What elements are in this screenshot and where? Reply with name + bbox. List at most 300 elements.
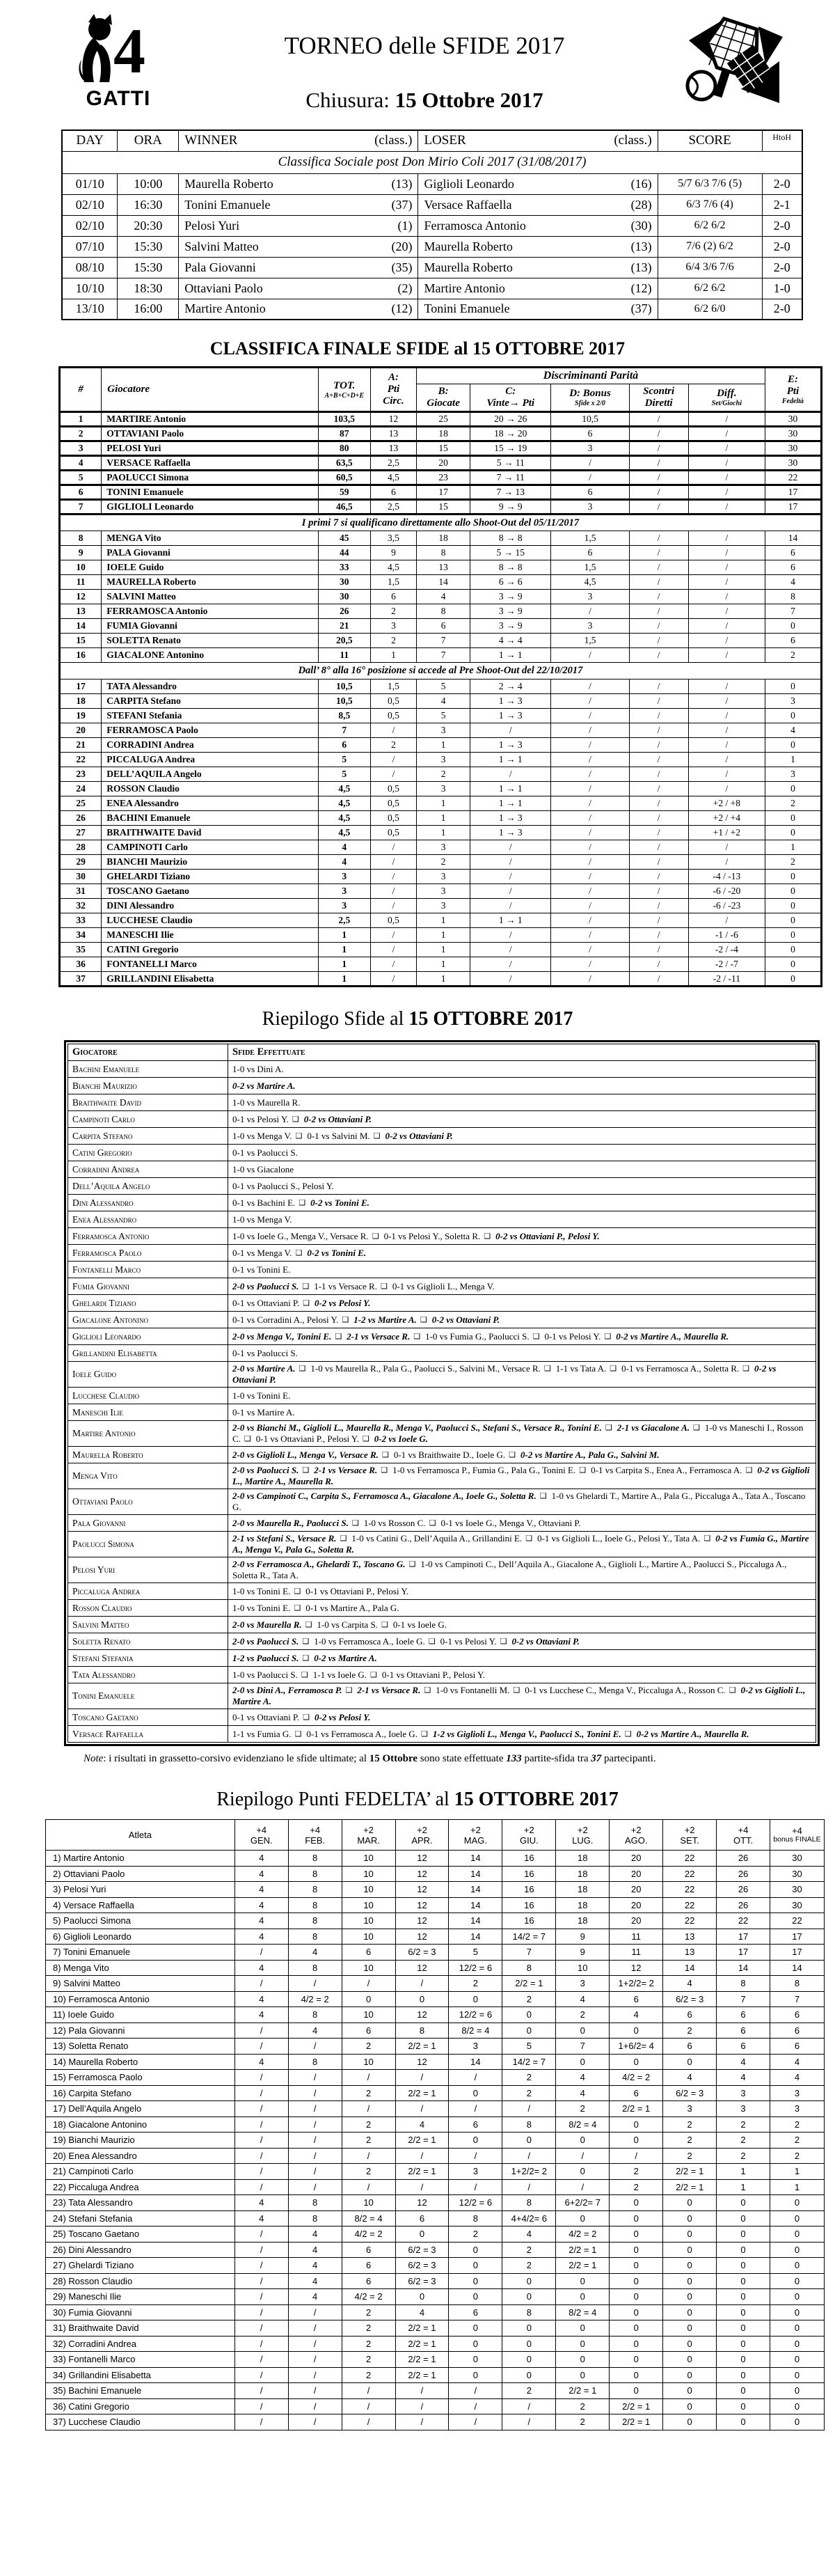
cell-d: 6 <box>551 485 629 500</box>
cell-month-points: 2 <box>663 2133 717 2149</box>
segment-separator-icon: ❑ <box>342 1315 349 1324</box>
cell-diff: / <box>688 648 765 663</box>
segment-separator-icon: ❑ <box>380 1282 388 1291</box>
table-row <box>68 1709 816 1726</box>
cell-scontri: / <box>629 782 688 796</box>
column-header-month <box>717 1820 770 1851</box>
cell-month-points: 6/2 = 3 <box>395 2242 449 2258</box>
segment-separator-icon: ❑ <box>244 1435 251 1443</box>
winner-class: (20) <box>391 239 413 253</box>
footnote-segment: 37 <box>591 1753 602 1764</box>
cell-diff: / <box>688 546 765 560</box>
cell-month-points: 2 <box>770 2133 825 2149</box>
cell-player-name: TONINI Emanuele <box>102 485 319 500</box>
cell-month-points: / <box>395 2070 449 2086</box>
cell-month-points: 12/2 = 6 <box>449 2195 502 2211</box>
cell-b: 3 <box>417 723 470 738</box>
winner-name-class <box>184 177 412 191</box>
cell-diff: / <box>688 840 765 855</box>
winner-name-class <box>184 260 412 275</box>
cell-month-points: 13 <box>663 1929 717 1945</box>
cell-month-points: 0 <box>610 2242 663 2258</box>
cell-athlete-name: 22) Piccaluga Andrea <box>46 2179 235 2195</box>
cell-matches-list <box>228 1228 816 1245</box>
month-name: GEN. <box>250 1835 273 1846</box>
cell-player-name: DINI Alessandro <box>102 899 319 913</box>
cell-month-points: 4 <box>288 2273 342 2289</box>
cell-month-points: 0 <box>717 2398 770 2414</box>
cell-e: 0 <box>765 709 821 723</box>
cell-month-points: 11 <box>610 1945 663 1961</box>
cell-e: 0 <box>765 943 821 957</box>
column-header-giocatore: Giocatore <box>68 1044 228 1061</box>
cell-d: 1,5 <box>551 634 629 648</box>
cell-tot: 30 <box>318 590 370 604</box>
match-result-segment: 0-1 vs Carpita S., Enea A., Ferramosca A. <box>591 1465 742 1475</box>
cell-month-points: 4 <box>770 2054 825 2070</box>
cell-month-points: 0 <box>556 2289 610 2305</box>
cell-month-points: / <box>288 2148 342 2164</box>
cell-rank: 19 <box>60 709 102 723</box>
cell-month-points: 12 <box>395 2054 449 2070</box>
month-name: APR. <box>411 1835 433 1846</box>
cell-d: / <box>551 782 629 796</box>
cell-month-points: 2 <box>342 2336 395 2352</box>
cell-month-points: / <box>449 2383 502 2399</box>
table-row <box>46 2164 825 2180</box>
cell-month-points: 2 <box>449 1976 502 1992</box>
cell-a: 1 <box>370 648 416 663</box>
cell-month-points: 4 <box>395 2116 449 2133</box>
cell-month-points: 14 <box>449 1929 502 1945</box>
fedelta-table <box>45 1819 825 2430</box>
table-row <box>60 619 822 634</box>
cell-c: / <box>470 943 551 957</box>
cell-athlete-name: 4) Versace Raffaella <box>46 1897 235 1913</box>
match-row <box>62 278 802 299</box>
match-row <box>62 257 802 278</box>
cell-month-points: 0 <box>449 1991 502 2007</box>
loser-class: (12) <box>630 281 652 295</box>
cell-d: / <box>551 796 629 811</box>
match-result-segment: 0-1 vs Martire A., Pala G. <box>305 1602 399 1613</box>
cell-month-points: / <box>342 2414 395 2430</box>
cell-c: 15 → 19 <box>470 441 551 456</box>
cell-month-points: 0 <box>556 2054 610 2070</box>
cell-month-points: 0 <box>610 2383 663 2399</box>
segment-separator-icon: ❑ <box>381 1450 389 1459</box>
cell-tot: 3 <box>318 884 370 899</box>
cell-b: 5 <box>417 680 470 694</box>
table-row <box>60 471 822 485</box>
cell-month-points: / <box>395 2383 449 2399</box>
table-row <box>60 811 822 826</box>
cell-month-points: 0 <box>770 2383 825 2399</box>
matches-header-row <box>62 130 802 151</box>
cell-month-points: 0 <box>610 2258 663 2274</box>
cell-month-points: 14 <box>449 1882 502 1898</box>
cell-month-points: / <box>288 2336 342 2352</box>
cell-b: 8 <box>417 604 470 619</box>
cell-tot: 45 <box>318 531 370 546</box>
match-result-segment: 0-2 vs Martire A., Pala G., Salvini M. <box>520 1449 660 1460</box>
cell-month-points: 2/2 = 1 <box>395 2164 449 2180</box>
cell-player-name: Paolucci Simona <box>68 1532 228 1557</box>
cell-month-points: 0 <box>663 2398 717 2414</box>
cell-month-points: 0 <box>610 2195 663 2211</box>
cell-diff: / <box>688 456 765 471</box>
cell-scontri: / <box>629 634 688 648</box>
column-header-e <box>765 368 821 412</box>
cell-a: / <box>370 943 416 957</box>
table-row <box>46 2195 825 2211</box>
cell-month-points: 30 <box>770 1882 825 1898</box>
match-result-segment: 1-1 vs Fumia G. <box>232 1728 292 1739</box>
cell-month-points: 0 <box>502 2336 556 2352</box>
cell-score: 5/7 6/3 7/6 (5) <box>658 173 762 194</box>
cell-month-points: / <box>234 2023 288 2039</box>
cell-month-points: 4 <box>395 2304 449 2320</box>
loser-name: Maurella Roberto <box>424 239 513 253</box>
column-header-tot <box>318 368 370 412</box>
cell-rank: 28 <box>60 840 102 855</box>
cell-a: / <box>370 840 416 855</box>
cell-day: 13/10 <box>62 299 118 320</box>
cell-d: / <box>551 943 629 957</box>
segment-separator-icon: ❑ <box>420 1315 427 1324</box>
cell-b: 3 <box>417 870 470 884</box>
winner-name-class <box>184 301 412 316</box>
cell-athlete-name: 19) Bianchi Maurizio <box>46 2133 235 2149</box>
cell-matches-list <box>228 1421 816 1447</box>
cell-b: 18 <box>417 427 470 441</box>
cell-a: 0,5 <box>370 826 416 840</box>
cell-scontri: / <box>629 441 688 456</box>
cell-month-points: 0 <box>449 2242 502 2258</box>
match-result-segment: 0-2 vs Ottaviani P., Pelosi Y. <box>495 1230 600 1241</box>
column-header-loser <box>418 130 658 151</box>
cell-a: / <box>370 753 416 767</box>
cell-rank: 36 <box>60 957 102 972</box>
cell-b: 2 <box>417 855 470 870</box>
cell-month-points: 1+6/2= 4 <box>610 2039 663 2055</box>
cell-player-name: LUCCHESE Claudio <box>102 913 319 928</box>
cell-diff: / <box>688 738 765 753</box>
cell-tot: 21 <box>318 619 370 634</box>
cell-matches-list <box>228 1312 816 1328</box>
match-result-segment: 0-1 vs Ottaviani P. <box>232 1297 300 1308</box>
cell-c: / <box>470 870 551 884</box>
cell-month-points: 0 <box>610 2210 663 2226</box>
cell-d: / <box>551 709 629 723</box>
loser-name-class <box>424 260 651 275</box>
cell-player-name: MARTIRE Antonio <box>102 412 319 427</box>
cell-month-points: 0 <box>770 2273 825 2289</box>
column-header-day: DAY <box>62 130 118 151</box>
cell-month-points: / <box>288 2367 342 2383</box>
table-row <box>46 2148 825 2164</box>
e-label-3: Fedeltà <box>781 398 804 405</box>
column-header-diff <box>688 384 765 412</box>
cell-d: / <box>551 680 629 694</box>
cell-matches-list <box>228 1128 816 1145</box>
month-bonus-value: +4 <box>738 1824 749 1835</box>
cell-month-points: 14 <box>449 1851 502 1867</box>
cell-month-points: 10 <box>342 1897 395 1913</box>
cell-tot: 5 <box>318 753 370 767</box>
cell-month-points: 2 <box>770 2116 825 2133</box>
cell-month-points: 0 <box>663 2242 717 2258</box>
fedelta-header-row <box>46 1820 825 1851</box>
cell-month-points: 0 <box>610 2116 663 2133</box>
cell-c: 3 → 9 <box>470 619 551 634</box>
cell-month-points: 4 <box>288 2242 342 2258</box>
cell-d: 3 <box>551 441 629 456</box>
cell-month-points: 0 <box>610 2320 663 2337</box>
segment-separator-icon: ❑ <box>539 1492 547 1500</box>
cell-e: 2 <box>765 796 821 811</box>
cell-player-name: GRILLANDINI Elisabetta <box>102 972 319 987</box>
footnote-segment: : i risultati in grassetto-corsivo evidenziano le sfide ultimate; al <box>103 1753 369 1764</box>
match-result-segment: 2-0 vs Paolucci S. <box>232 1280 299 1291</box>
cell-player-name: PALA Giovanni <box>102 546 319 560</box>
segment-separator-icon: ❑ <box>351 1518 359 1527</box>
match-result-segment: 1-0 vs Fontanelli M. <box>436 1685 510 1695</box>
cell-diff: / <box>688 441 765 456</box>
cell-d: / <box>551 957 629 972</box>
cell-rank: 29 <box>60 855 102 870</box>
cell-matches-list <box>228 1617 816 1633</box>
cell-player-name: Ferramosca Antonio <box>68 1228 228 1245</box>
cell-scontri: / <box>629 709 688 723</box>
cell-month-points: 30 <box>770 1866 825 1882</box>
month-bonus-value: +2 <box>630 1824 642 1835</box>
table-row <box>46 1976 825 1992</box>
loser-class-label: (class.) <box>614 133 652 148</box>
cell-month-points: / <box>342 2383 395 2399</box>
cell-c: 1 → 1 <box>470 753 551 767</box>
cell-athlete-name: 3) Pelosi Yuri <box>46 1882 235 1898</box>
table-row <box>46 1960 825 1976</box>
rackets-graphic <box>675 13 790 117</box>
cell-month-points: 8/2 = 4 <box>449 2023 502 2039</box>
cell-athlete-name: 15) Ferramosca Paolo <box>46 2070 235 2086</box>
table-row <box>68 1489 816 1515</box>
column-header-month <box>610 1820 663 1851</box>
cell-matches-list <box>228 1278 816 1295</box>
tot-label: TOT. <box>333 379 356 391</box>
cell-month-points: 8 <box>288 1851 342 1867</box>
cell-month-points: 6 <box>449 2116 502 2133</box>
cell-tot: 1 <box>318 972 370 987</box>
segment-separator-icon: ❑ <box>299 1365 306 1373</box>
segment-separator-icon: ❑ <box>624 1729 632 1738</box>
tot-sub-label: A+B+C+D+E <box>324 391 365 400</box>
cell-month-points: 0 <box>717 2414 770 2430</box>
classifica-header-row-1 <box>60 368 822 384</box>
table-row <box>68 1262 816 1278</box>
table-row <box>68 1128 816 1145</box>
cell-month-points: 2 <box>342 2085 395 2101</box>
cell-month-points: 4 <box>234 1929 288 1945</box>
loser-name-class <box>424 198 651 212</box>
table-row <box>60 928 822 943</box>
table-row <box>68 1161 816 1178</box>
cell-d: / <box>551 913 629 928</box>
cell-month-points: 4 <box>234 2054 288 2070</box>
cell-month-points: 0 <box>449 2289 502 2305</box>
cell-month-points: 12 <box>395 1960 449 1976</box>
cell-b: 18 <box>417 531 470 546</box>
table-row <box>60 738 822 753</box>
cell-month-points: 2 <box>342 2133 395 2149</box>
cell-athlete-name: 24) Stefani Stefania <box>46 2210 235 2226</box>
cell-month-points: 1 <box>770 2179 825 2195</box>
cell-month-points: 0 <box>610 2304 663 2320</box>
cell-month-points: / <box>288 2414 342 2430</box>
cell-month-points: 2/2 = 1 <box>395 2133 449 2149</box>
cell-matches-list <box>228 1404 816 1421</box>
cell-scontri: / <box>629 680 688 694</box>
month-name: OTT. <box>733 1835 754 1846</box>
table-row <box>46 2352 825 2368</box>
cell-month-points: 4 <box>234 1991 288 2007</box>
cell-player-name: Ghelardi Tiziano <box>68 1295 228 1312</box>
cell-e: 30 <box>765 441 821 456</box>
cell-b: 5 <box>417 709 470 723</box>
cell-rank: 14 <box>60 619 102 634</box>
cell-month-points: / <box>502 2414 556 2430</box>
cell-scontri: / <box>629 619 688 634</box>
cell-tot: 4,5 <box>318 826 370 840</box>
cell-diff: -2 / -7 <box>688 957 765 972</box>
cell-c: 1 → 3 <box>470 811 551 826</box>
cell-scontri: / <box>629 738 688 753</box>
table-row <box>60 972 822 987</box>
cell-player-name: DELL’AQUILA Angelo <box>102 767 319 782</box>
segment-separator-icon: ❑ <box>429 1518 436 1527</box>
cell-e: 4 <box>765 723 821 738</box>
match-result-segment: 1-0 vs Maurella R. <box>232 1097 301 1108</box>
e-label: E: <box>787 374 798 385</box>
cell-a: 0,5 <box>370 694 416 709</box>
cell-e: 0 <box>765 811 821 826</box>
cell-rank: 3 <box>60 441 102 456</box>
cell-month-points: 10 <box>342 2195 395 2211</box>
cell-player-name: CATINI Gregorio <box>102 943 319 957</box>
cell-d: 3 <box>551 590 629 604</box>
loser-class: (37) <box>630 301 652 316</box>
cell-month-points: 3 <box>449 2164 502 2180</box>
e-label-2: Pti <box>786 386 800 397</box>
cell-athlete-name: 9) Salvini Matteo <box>46 1976 235 1992</box>
cell-month-points: 4 <box>234 2210 288 2226</box>
cell-month-points: 3 <box>556 1976 610 1992</box>
match-result-segment: 0-2 vs Pelosi Y. <box>314 1711 371 1722</box>
cell-month-points: 0 <box>770 2352 825 2368</box>
table-row <box>68 1078 816 1094</box>
cell-d: / <box>551 738 629 753</box>
matches-table <box>61 129 803 320</box>
cell-scontri: / <box>629 913 688 928</box>
cell-d: / <box>551 694 629 709</box>
cell-c: 5 → 11 <box>470 456 551 471</box>
cell-month-points: 18 <box>556 1851 610 1867</box>
cell-tot: 8,5 <box>318 709 370 723</box>
cell-month-points: 30 <box>770 1851 825 1867</box>
table-row <box>68 1178 816 1195</box>
cell-diff: -6 / -20 <box>688 884 765 899</box>
cell-month-points: 16 <box>502 1897 556 1913</box>
cell-month-points: 11 <box>610 1929 663 1945</box>
cell-month-points: 0 <box>717 2336 770 2352</box>
segment-separator-icon: ❑ <box>413 1332 421 1341</box>
cell-matches-list <box>228 1583 816 1600</box>
cell-a: / <box>370 884 416 899</box>
match-result-segment: 1-0 vs Dini A. <box>232 1063 284 1074</box>
table-row <box>68 1726 816 1743</box>
cell-month-points: 3 <box>717 2101 770 2117</box>
match-result-segment: 0-2 vs Ottaviani P. <box>303 1113 372 1124</box>
match-result-segment: 0-1 vs Martire A. <box>232 1406 295 1417</box>
cell-month-points: 0 <box>717 2383 770 2399</box>
match-result-segment: 1-0 vs Giacalone <box>232 1163 294 1175</box>
cell-month-points: 4 <box>234 1882 288 1898</box>
cell-tot: 11 <box>318 648 370 663</box>
cell-player-name: Fumia Giovanni <box>68 1278 228 1295</box>
cell-player-name: ROSSON Claudio <box>102 782 319 796</box>
cell-month-points: 8 <box>502 2195 556 2211</box>
cell-player-name: Dini Alessandro <box>68 1195 228 1211</box>
cell-athlete-name: 37) Lucchese Claudio <box>46 2414 235 2430</box>
cell-rank: 17 <box>60 680 102 694</box>
cell-b: 14 <box>417 575 470 590</box>
segment-separator-icon: ❑ <box>381 1466 388 1475</box>
cell-player-name: FERRAMOSCA Paolo <box>102 723 319 738</box>
cell-month-points: / <box>234 2336 288 2352</box>
match-result-segment: 2-1 vs Versace R. <box>314 1465 378 1475</box>
loser-class: (30) <box>630 218 652 233</box>
loser-name: Tonini Emanuele <box>424 301 510 316</box>
cell-month-points: 4 <box>288 2226 342 2243</box>
table-row <box>60 899 822 913</box>
column-header-month <box>342 1820 395 1851</box>
cell-matches-list <box>228 1600 816 1617</box>
cell-month-points: 0 <box>556 2352 610 2368</box>
c-label: C: <box>505 386 516 397</box>
d-label: D: Bonus <box>569 388 611 399</box>
cell-player-name: OTTAVIANI Paolo <box>102 427 319 441</box>
cell-month-points: 6 <box>770 2023 825 2039</box>
table-row <box>60 634 822 648</box>
match-result-segment: 0-1 vs Bachini E. <box>232 1197 296 1208</box>
cell-month-points: / <box>342 2101 395 2117</box>
loser-name: Giglioli Leonardo <box>424 176 514 191</box>
column-header-scontri <box>629 384 688 412</box>
cell-player-name: CAMPINOTI Carlo <box>102 840 319 855</box>
cell-diff: / <box>688 471 765 485</box>
cell-month-points: 0 <box>770 2210 825 2226</box>
scontri-label-2: Diretti <box>644 398 673 409</box>
cell-e: 0 <box>765 738 821 753</box>
cell-a: / <box>370 972 416 987</box>
cell-athlete-name: 10) Ferramosca Antonio <box>46 1991 235 2007</box>
match-result-segment: 1-0 vs Tonini E. <box>232 1602 291 1613</box>
cell-month-points: 2 <box>556 2414 610 2430</box>
a-label-3: Circ. <box>383 395 404 407</box>
cell-month-points: 22 <box>663 1866 717 1882</box>
column-header-month <box>502 1820 556 1851</box>
